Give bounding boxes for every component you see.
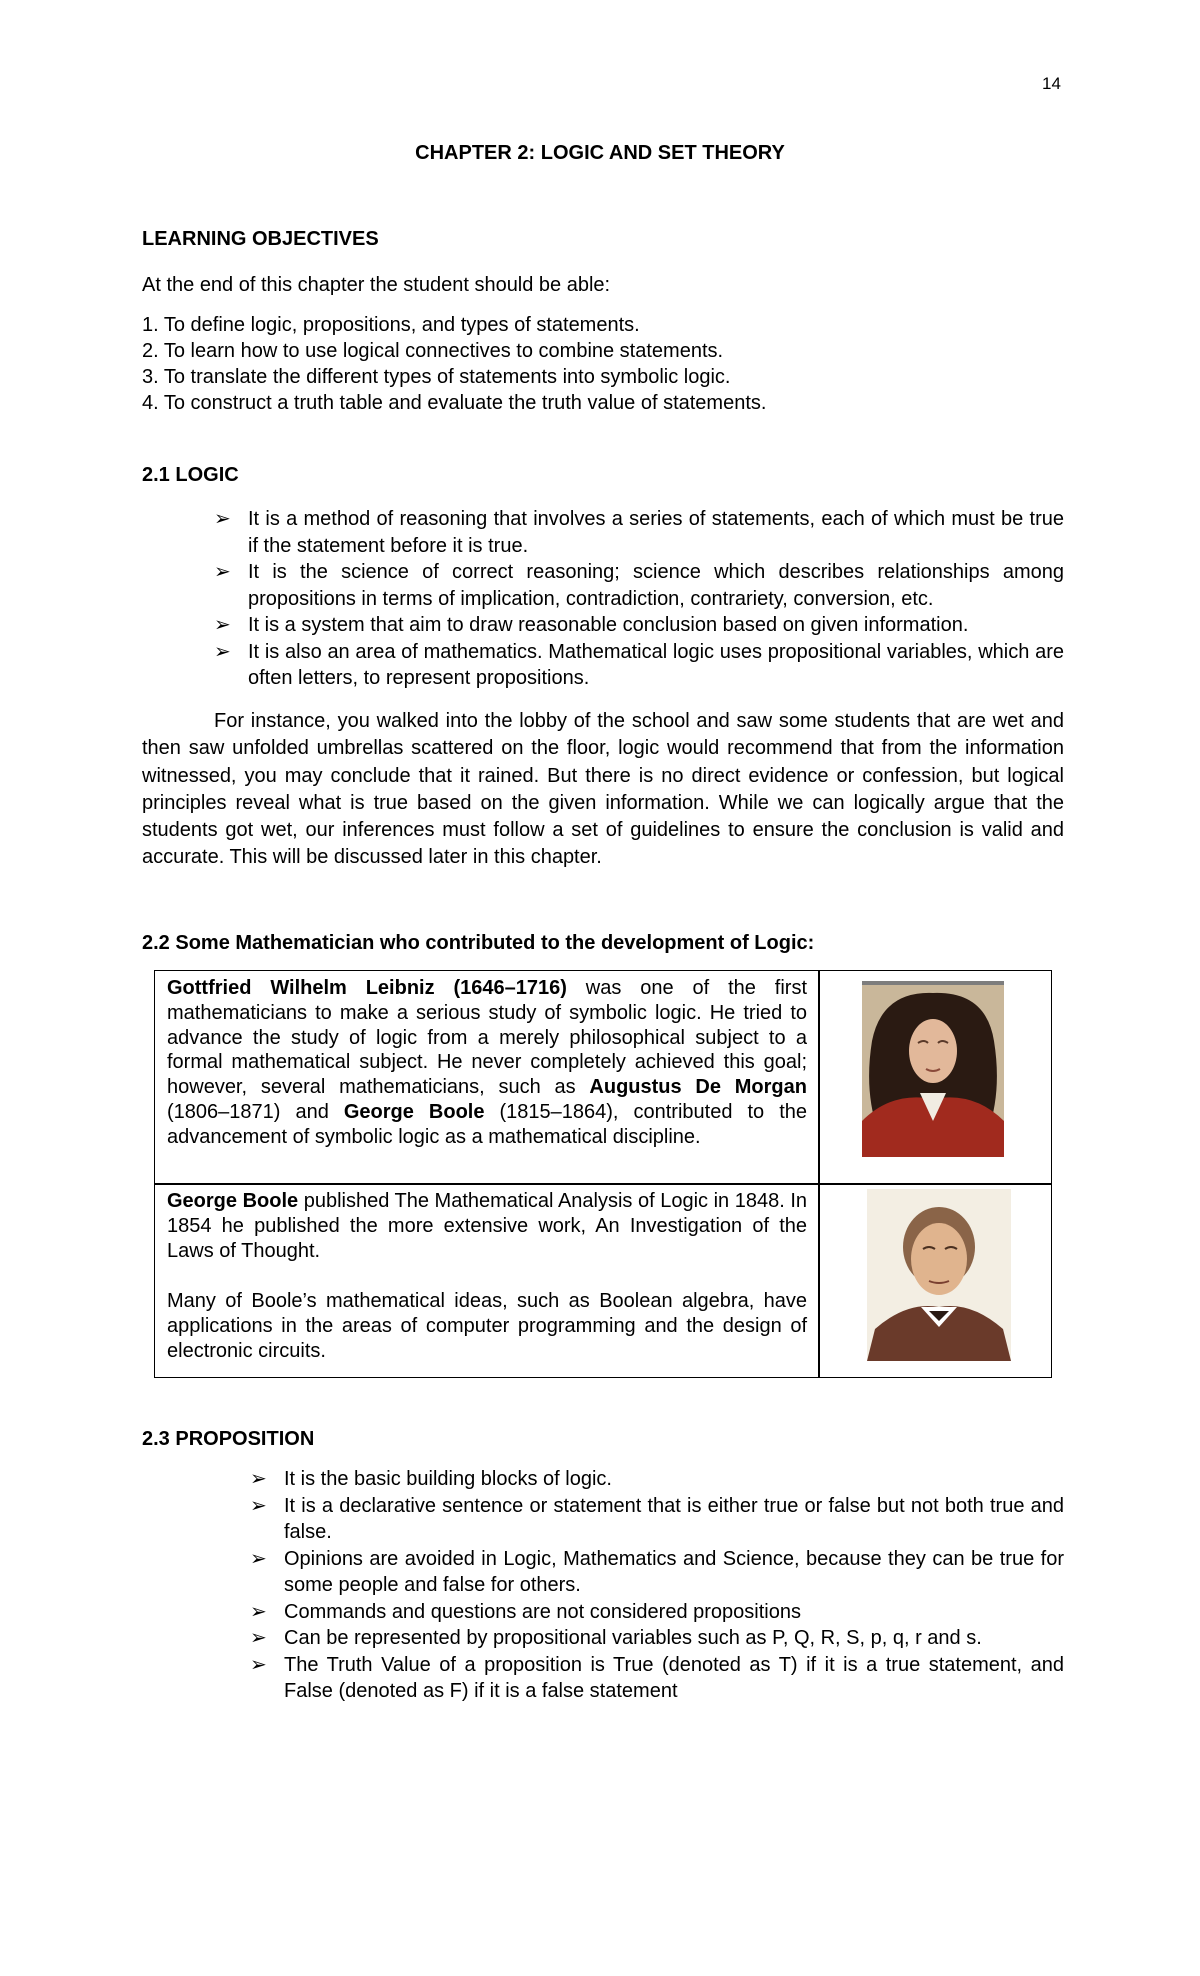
- objective-item: 1. To define logic, propositions, and types of statements.: [142, 314, 640, 336]
- arrow-bullet-icon: ➢: [250, 1600, 267, 1623]
- logic-bullets: [214, 506, 1064, 692]
- list-item: ➢ It is also an area of mathematics. Mathematical logic uses propositional variables, which are often letters, to represent propositions.: [214, 640, 1064, 689]
- objective-item: 4. To construct a truth table and evaluate the truth value of statements.: [142, 392, 767, 414]
- arrow-bullet-icon: ➢: [250, 1653, 267, 1676]
- page-number: 14: [1042, 74, 1061, 93]
- arrow-bullet-icon: ➢: [214, 640, 231, 663]
- list-item: ➢ Opinions are avoided in Logic, Mathematics and Science, because they can be true for some people and false for others.: [250, 1547, 1064, 1596]
- logic-paragraph: For instance, you walked into the lobby of the school and saw some students that are wet and then saw unfolded umbrellas scattered on the floor, logic would recommend that from the information witnessed, you may conclude that it rained. But there is no direct evidence or confession, but logical principles reveal what is true based on the given information. While we can logically argue that the students got wet, our inferences must follow a set of guidelines to ensure the conclusion is valid and accurate. This will be discussed later in this chapter.: [142, 710, 1064, 869]
- mathematicians-heading: 2.2 Some Mathematician who contributed to the development of Logic:: [142, 932, 815, 954]
- mathematicians-table: [154, 970, 1052, 1378]
- boole-portrait-image: [867, 1189, 1011, 1361]
- arrow-bullet-icon: ➢: [250, 1468, 267, 1490]
- arrow-bullet-icon: ➢: [250, 1494, 267, 1517]
- de-morgan-name: Augustus De Morgan: [589, 1076, 807, 1099]
- boole-name: George Boole: [167, 1190, 299, 1212]
- list-item: ➢ Commands and questions are not considered propositions: [250, 1599, 1064, 1626]
- arrow-bullet-icon: ➢: [250, 1627, 267, 1649]
- logic-heading: 2.1 LOGIC: [142, 464, 239, 486]
- arrow-bullet-icon: ➢: [214, 508, 231, 530]
- list-item: ➢ It is a system that aim to draw reasonable conclusion based on given information.: [214, 612, 1064, 639]
- boole-description: George Boole published The Mathematical Analysis of Logic in 1848. In 1854 he published the more extensive work, An Investigation of the Laws of Thought.: [167, 1190, 807, 1262]
- table-divider: [155, 1183, 1051, 1185]
- leibniz-description: Gottfried Wilhelm Leibniz (1646–1716) was one of the first mathematicians to make a serious study of symbolic logic. He tried to advance the study of logic from a merely philosophical subject to a formal mathematical subject. He never completely achieved this goal; however, several mathematicians, such as Augustus De Morgan (1806–1871) and George Boole (1815–1864), contributed to the advancement of symbolic logic as a mathematical discipline.: [167, 977, 807, 1148]
- arrow-bullet-icon: ➢: [250, 1547, 267, 1570]
- objective-item: 2. To learn how to use logical connectives to combine statements.: [142, 340, 724, 362]
- leibniz-portrait: [862, 981, 1004, 1157]
- arrow-bullet-icon: ➢: [214, 614, 231, 636]
- list-item: ➢ The Truth Value of a proposition is True (denoted as T) if it is a true statement, and False (denoted as F) if it is a false statement: [250, 1653, 1064, 1702]
- list-item: ➢ It is the science of correct reasoning; science which describes relationships among propositions in terms of implication, contradiction, contrariety, conversion, etc.: [214, 561, 1064, 610]
- leibniz-portrait-image: [862, 981, 1004, 1157]
- leibniz-name: Gottfried Wilhelm Leibniz (1646–1716): [167, 977, 567, 999]
- objectives-heading: LEARNING OBJECTIVES: [142, 228, 379, 250]
- list-item: ➢ It is the basic building blocks of logic.: [250, 1466, 1064, 1493]
- boole-portrait: [867, 1189, 1011, 1361]
- list-item: ➢ It is a method of reasoning that involves a series of statements, each of which must be true if the statement before it is true.: [214, 508, 1064, 557]
- chapter-title: CHAPTER 2: LOGIC AND SET THEORY: [415, 142, 785, 164]
- objectives-intro: At the end of this chapter the student should be able:: [142, 274, 611, 296]
- objective-item: 3. To translate the different types of statements into symbolic logic.: [142, 366, 731, 388]
- arrow-bullet-icon: ➢: [214, 561, 231, 583]
- list-item: ➢ Can be represented by propositional variables such as P, Q, R, S, p, q, r and s.: [250, 1625, 1064, 1652]
- proposition-heading: 2.3 PROPOSITION: [142, 1428, 315, 1450]
- proposition-bullets: [250, 1466, 1064, 1705]
- list-item: ➢ It is a declarative sentence or statement that is either true or false but not both true and false.: [250, 1494, 1064, 1543]
- boole-applications: Many of Boole’s mathematical ideas, such as Boolean algebra, have applications in the areas of computer programming and the design of electronic circuits.: [167, 1290, 807, 1362]
- table-divider: [818, 971, 820, 1377]
- objectives-list: [142, 312, 766, 416]
- boole-name: George Boole: [343, 1100, 485, 1123]
